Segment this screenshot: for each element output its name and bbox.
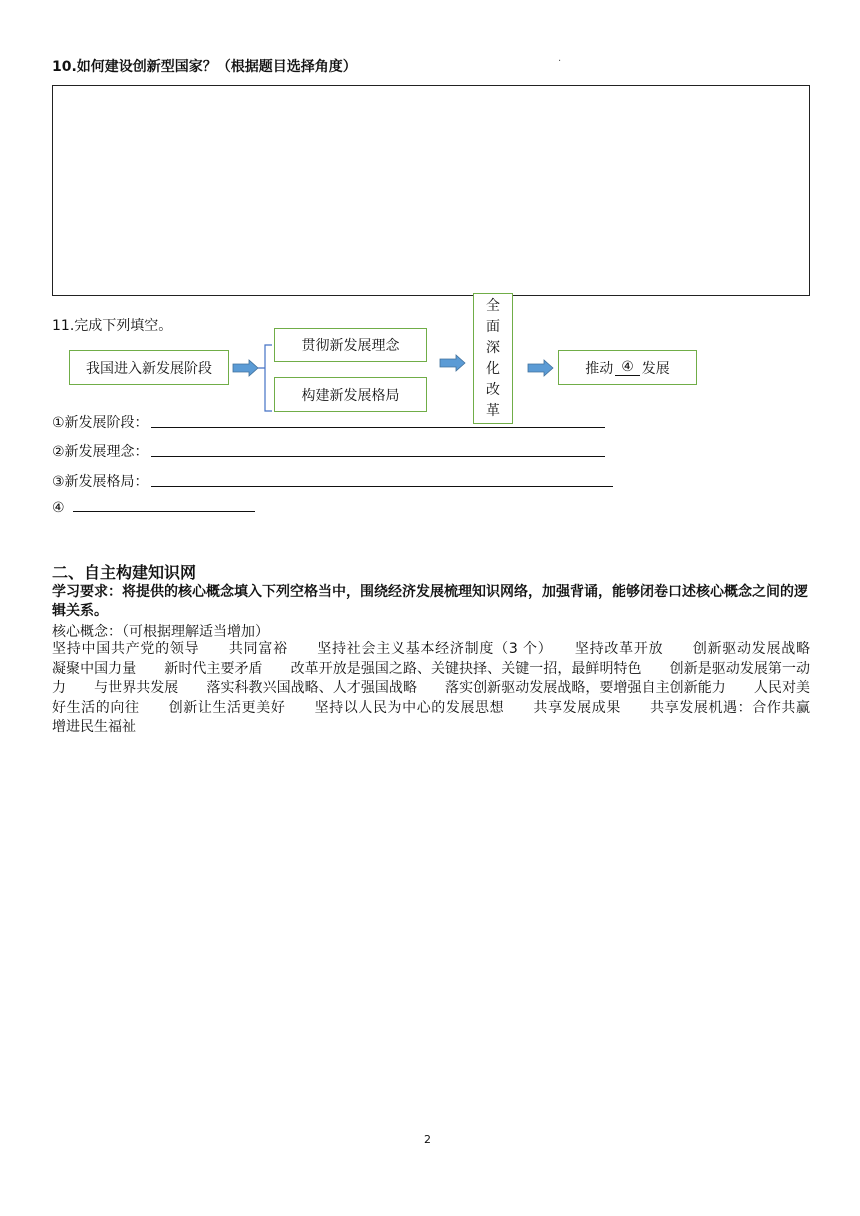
reform-char: 革 (486, 402, 500, 419)
reform-char: 深 (486, 339, 500, 356)
reform-char: 面 (486, 318, 500, 335)
pattern-box: 构建新发展格局 (274, 377, 427, 412)
fill-row (52, 500, 255, 516)
core-concepts-label: 核心概念：（可根据理解适当增加） (52, 624, 269, 640)
reform-box (473, 293, 513, 424)
stage-box: 我国进入新发展阶段 (69, 350, 229, 385)
reform-char: 改 (486, 381, 500, 398)
promote-box (558, 350, 697, 385)
bracket-line (258, 345, 272, 411)
page-number: 2 (424, 1133, 431, 1146)
fill-blank-line[interactable] (151, 426, 605, 428)
question-10-title: 10.如何建设创新型国家？（根据题目选择角度） (52, 59, 357, 75)
fill-row (52, 412, 605, 432)
reform-char: 全 (486, 297, 500, 314)
fill-blank-line[interactable] (151, 485, 613, 487)
fill-blank-line[interactable] (151, 455, 605, 457)
arrow-right-icon (233, 360, 258, 376)
reform-char: 化 (486, 360, 500, 377)
section-heading: 二、自主构建知识网 (52, 563, 197, 582)
promote-suffix: 发展 (641, 360, 670, 377)
question-11-title: 11.完成下列填空。 (52, 318, 173, 334)
stray-dot: · (558, 56, 562, 67)
core-concepts-list: 坚持中国共产党的领导 共同富裕 坚持社会主义基本经济制度（3 个） 坚持改革开放 创新驱动发展战略 凝聚中国力量 新时代主要矛盾 改革开放是强国之路、关键抉择、关键一招，最鲜明特色 创新是驱动发展第一动力 与世界共发展 落实科教兴国战略、人才强国战略 落实创新驱动发展战略，要增强自主创新能力 人民对美好生活的向往 创新让生活更美好 坚持以人民为中心的发展思想 共享发展成果 共享发展机遇：合作共赢 增进民生福祉 (52, 641, 838, 735)
fill-row-label: ①新发展阶段： (52, 415, 149, 431)
promote-blank[interactable]: ④ (615, 359, 640, 376)
fill-row-label: ②新发展理念： (52, 444, 149, 460)
fill-row (52, 441, 605, 461)
arrow-right-icon (528, 360, 553, 376)
concept-box: 贯彻新发展理念 (274, 328, 427, 362)
promote-prefix: 推动 (585, 360, 614, 377)
fill-row-label: ③新发展格局： (52, 474, 149, 490)
learning-requirement: 学习要求：将提供的核心概念填入下列空格当中，围绕经济发展梳理知识网络，加强背诵，能够闭卷口述核心概念之间的逻辑关系。 (52, 584, 808, 619)
fill-row-label: ④ (52, 500, 65, 516)
arrow-right-icon (440, 355, 465, 371)
fill-blank-line[interactable] (73, 510, 255, 512)
fill-row (52, 471, 613, 491)
